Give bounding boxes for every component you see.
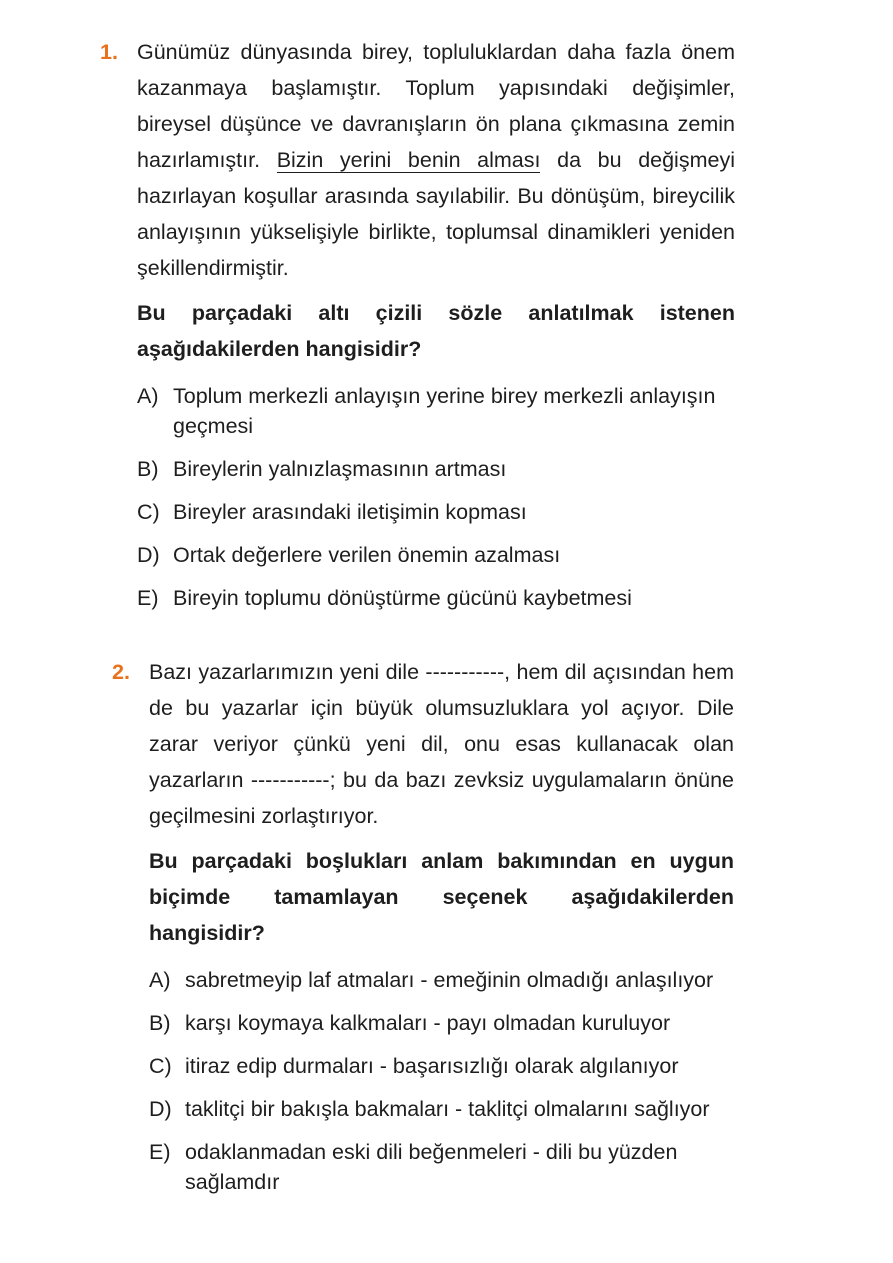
option-d[interactable]: [137, 540, 735, 570]
question-content: [149, 654, 734, 1197]
option-b[interactable]: [137, 454, 735, 484]
underlined-phrase: Bizin yerini benin alması: [276, 148, 541, 172]
question-2: [112, 654, 734, 1210]
option-c[interactable]: [149, 1051, 734, 1081]
option-b[interactable]: [149, 1008, 734, 1038]
question-content: [137, 34, 735, 613]
stem-text: da bu değişmeyi hazırlayan koşullar arasında sayılabilir. Bu dönüşüm, bireycilik anlayışının yükselişiyle birlikte, toplumsal dinamikleri yeniden şekillendirmiştir.: [137, 148, 735, 280]
option-letter: A): [149, 968, 171, 992]
option-text: Ortak değerlere verilen önemin azalması: [173, 543, 561, 567]
stem-text: Günümüz dünyasında birey, topluluklardan daha fazla önem kazanmaya başlamıştır. Toplum yapısındaki değişimler, bireysel düşünce ve davranışların ön plana çıkmasına zemin hazırlamıştır.: [137, 40, 735, 172]
option-text: Bireyin toplumu dönüştürme gücünü kaybetmesi: [173, 586, 632, 610]
option-a[interactable]: [149, 965, 734, 995]
question-number: 2.: [112, 660, 130, 684]
option-c[interactable]: [137, 497, 735, 527]
option-text: karşı koymaya kalkmaları - payı olmadan kuruluyor: [185, 1011, 671, 1035]
option-letter: B): [137, 457, 159, 481]
question-prompt: Bu parçadaki altı çizili sözle anlatılmak istenen aşağıdakilerden hangisidir?: [137, 301, 735, 361]
question-prompt: Bu parçadaki boşlukları anlam bakımından en uygun biçimde tamamlayan seçenek aşağıdakilerden hangisidir?: [149, 849, 734, 945]
answer-options: [149, 965, 734, 1197]
option-text: taklitçi bir bakışla bakmaları - taklitçi olmalarını sağlıyor: [185, 1097, 710, 1121]
option-text: Toplum merkezli anlayışın yerine birey merkezli anlayışın geçmesi: [173, 384, 716, 438]
option-letter: C): [149, 1054, 172, 1078]
option-letter: D): [149, 1097, 172, 1121]
option-letter: E): [137, 586, 159, 610]
option-text: odaklanmadan eski dili beğenmeleri - dili bu yüzden sağlamdır: [185, 1140, 678, 1194]
option-letter: A): [137, 384, 159, 408]
option-text: sabretmeyip laf atmaları - emeğinin olmadığı anlaşılıyor: [185, 968, 714, 992]
option-letter: D): [137, 543, 160, 567]
answer-options: [137, 381, 735, 613]
question-number: 1.: [100, 40, 118, 64]
option-d[interactable]: [149, 1094, 734, 1124]
option-text: Bireyler arasındaki iletişimin kopması: [173, 500, 527, 524]
option-text: Bireylerin yalnızlaşmasının artması: [173, 457, 507, 481]
question-1: [100, 34, 735, 626]
option-text: itiraz edip durmaları - başarısızlığı olarak algılanıyor: [185, 1054, 679, 1078]
option-e[interactable]: [137, 583, 735, 613]
option-letter: E): [149, 1140, 171, 1164]
option-e[interactable]: [149, 1137, 734, 1197]
option-letter: C): [137, 500, 160, 524]
question-stem: [137, 34, 735, 286]
option-a[interactable]: [137, 381, 735, 441]
option-letter: B): [149, 1011, 171, 1035]
question-stem: Bazı yazarlarımızın yeni dile -----------, hem dil açısından hem de bu yazarlar için büyük olumsuzluklara yol açıyor. Dile zarar veriyor çünkü yeni dil, onu esas kullanacak olan yazarların -----------; bu da bazı zevksiz uygulamaların önüne geçilmesini zorlaştırıyor.: [149, 660, 734, 828]
